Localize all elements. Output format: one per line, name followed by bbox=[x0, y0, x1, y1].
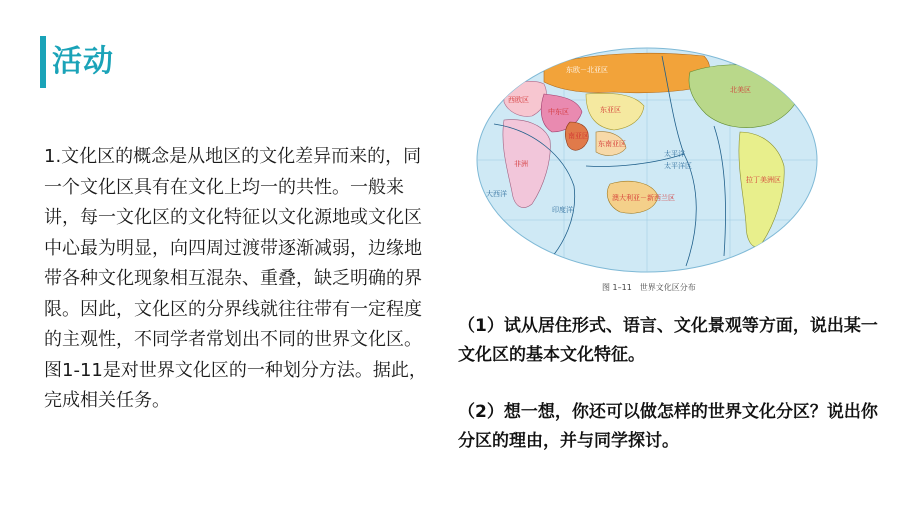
label-australia: 澳大利亚－新西兰区 bbox=[612, 194, 675, 202]
question-2: （2）想一想，你还可以做怎样的世界文化分区？说出你分区的理由，并与同学探讨。 bbox=[458, 402, 878, 451]
label-west-europe: 西欧区 bbox=[508, 96, 529, 104]
question-1: （1）试从居住形式、语言、文化景观等方面，说出某一文化区的基本文化特征。 bbox=[458, 316, 878, 365]
label-north-america: 北美区 bbox=[730, 86, 751, 94]
label-atlantic: 大西洋 bbox=[486, 190, 507, 198]
label-pacific-region: 太平洋区 bbox=[664, 162, 692, 170]
label-east-north: 东欧－北亚区 bbox=[566, 66, 608, 74]
page-title: 活动 bbox=[52, 44, 114, 79]
label-east-asia: 东亚区 bbox=[600, 106, 621, 114]
label-south-asia: 南亚区 bbox=[568, 132, 589, 140]
label-latin-america: 拉丁美洲区 bbox=[746, 176, 781, 184]
figure-caption: 图 1–11 世界文化区分布 bbox=[602, 283, 696, 292]
world-culture-map bbox=[474, 36, 820, 298]
map-svg bbox=[474, 36, 820, 298]
intro-paragraph: 1.文化区的概念是从地区的文化差异而来的，同一个文化区具有在文化上均一的共性。一般来讲，每一文化区的文化特征以文化源地或文化区中心最为明显，向四周过渡带逐渐减弱，边缘地带各种文化现象相互混杂、重叠，缺乏明确的界限。因此，文化区的分界线就往往带有一定程度的主观性，不同学者常划出不同的世界文化区。图1-11是对世界文化区的一种划分方法。据此，完成相关任务。 bbox=[44, 146, 427, 411]
label-middle-east: 中东区 bbox=[548, 108, 569, 116]
title-accent-bar bbox=[40, 36, 46, 88]
label-pacific-ocean: 太平洋 bbox=[664, 150, 685, 158]
label-africa: 非洲 bbox=[514, 160, 528, 168]
label-indian-ocean: 印度洋 bbox=[552, 206, 573, 214]
label-southeast-asia: 东南亚区 bbox=[598, 140, 626, 148]
